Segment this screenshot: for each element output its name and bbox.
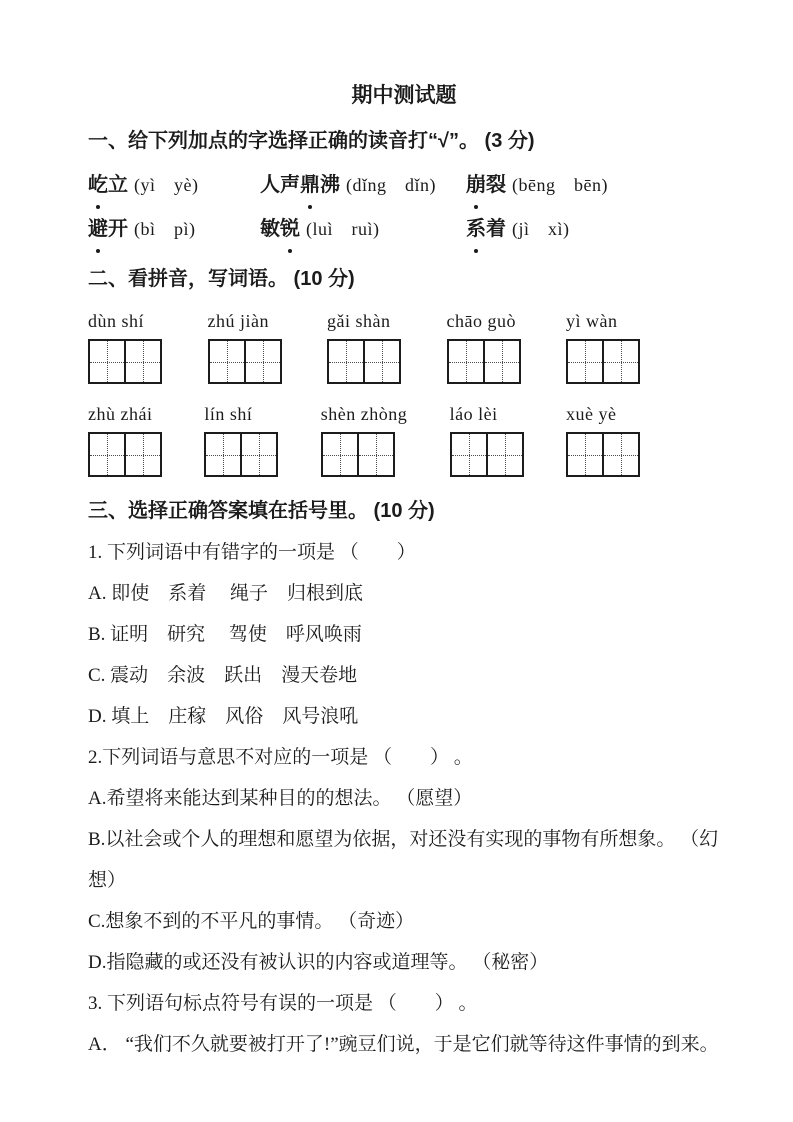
page-title: 期中测试题	[351, 84, 457, 107]
writing-grid	[447, 339, 521, 384]
question-1-option-c: C. 震动 余波 跃出 漫天卷地	[88, 665, 358, 686]
pronunciation-item	[260, 208, 466, 252]
writing-grid	[450, 432, 524, 477]
grid-cell	[363, 341, 399, 382]
pinyin-word-column	[327, 310, 401, 387]
writing-grid	[327, 339, 401, 384]
question-2: 2.下列词语与意思不对应的一项是 （ ） 。	[88, 747, 473, 768]
question-2-option-a: A.希望将来能达到某种目的的想法。 （愿望）	[88, 788, 473, 809]
pinyin-choices: (jì xì)	[512, 219, 570, 239]
writing-grid	[321, 432, 395, 477]
section3-questions	[88, 532, 730, 1065]
pinyin-grid-row-2	[88, 403, 640, 480]
emphasized-char: 避	[88, 208, 108, 250]
question-1-option-d: D. 填上 庄稼 风俗 风号浪吼	[88, 706, 359, 727]
writing-grid	[566, 432, 640, 477]
grid-cell	[602, 434, 638, 475]
writing-grid	[566, 339, 640, 384]
section1-word-list	[88, 164, 733, 252]
writing-grid	[88, 432, 162, 477]
pinyin-word-column	[88, 403, 162, 480]
pronunciation-item	[466, 208, 733, 252]
question-2-option-d: D.指隐藏的或还没有被认识的内容或道理等。 （秘密）	[88, 952, 549, 973]
writing-grid	[204, 432, 278, 477]
pinyin-choices: (yì yè)	[134, 175, 199, 195]
section1-heading: 一、给下列加点的字选择正确的读音打“√”。 (3 分)	[88, 130, 535, 152]
pinyin-label: dùn shí	[88, 311, 145, 331]
pinyin-label: xuè yè	[565, 404, 617, 424]
word-with-emphasis: 屹立	[88, 174, 128, 196]
word-with-emphasis: 系着	[466, 218, 506, 240]
grid-cell	[486, 434, 522, 475]
pronunciation-item	[88, 208, 260, 252]
grid-cell	[206, 434, 240, 475]
word-with-emphasis: 避开	[88, 218, 128, 240]
pinyin-choices: (dǐng dǐn)	[346, 175, 436, 195]
emphasized-char: 系	[466, 208, 486, 250]
pinyin-label: yì wàn	[566, 311, 618, 331]
grid-cell	[452, 434, 486, 475]
pinyin-word-column	[450, 403, 524, 480]
pinyin-label: chāo guò	[446, 311, 516, 331]
pinyin-word-column	[321, 403, 407, 480]
grid-cell	[244, 341, 280, 382]
writing-grid	[208, 339, 282, 384]
grid-cell	[323, 434, 357, 475]
pinyin-label: shèn zhòng	[320, 404, 408, 424]
pronunciation-item	[88, 164, 260, 208]
emphasized-char: 锐	[280, 208, 300, 250]
question-1-option-b: B. 证明 研究 驾使 呼风唤雨	[88, 624, 362, 645]
emphasized-char: 崩	[466, 164, 486, 206]
grid-cell	[449, 341, 483, 382]
pinyin-word-column	[208, 310, 282, 387]
word-with-emphasis: 敏锐	[260, 218, 300, 240]
emphasized-char: 屹	[88, 164, 108, 206]
question-2-option-c: C.想象不到的不平凡的事情。 （奇迹）	[88, 911, 415, 932]
grid-cell	[90, 434, 124, 475]
question-2-option-b: B.以社会或个人的理想和愿望为依据，对还没有实现的事物有所想象。 （幻想）	[88, 829, 719, 891]
grid-cell	[357, 434, 393, 475]
grid-cell	[210, 341, 244, 382]
pinyin-label: gǎi shàn	[327, 311, 391, 331]
writing-grid	[88, 339, 162, 384]
question-1-option-a: A. 即使 系着 绳子 归根到底	[88, 583, 363, 604]
grid-cell	[240, 434, 276, 475]
pinyin-word-column	[204, 403, 278, 480]
pinyin-label: láo lèi	[449, 404, 498, 424]
grid-cell	[90, 341, 124, 382]
word-with-emphasis: 崩裂	[466, 174, 506, 196]
pronunciation-item	[466, 164, 733, 208]
grid-cell	[568, 434, 602, 475]
grid-cell	[124, 341, 160, 382]
pinyin-choices: (luì ruì)	[306, 219, 380, 239]
section3-heading: 三、选择正确答案填在括号里。 (10 分)	[88, 500, 435, 522]
pinyin-choices: (bēng bēn)	[512, 175, 608, 195]
pinyin-word-column	[566, 310, 640, 387]
pinyin-word-column	[566, 403, 640, 480]
question-3-option-a: A． “我们不久就要被打开了!”豌豆们说，于是它们就等待这件事情的到来。	[88, 1034, 719, 1055]
pinyin-word-column	[447, 310, 521, 387]
word-with-emphasis: 人声鼎沸	[260, 174, 340, 196]
pinyin-choices: (bì pì)	[134, 219, 196, 239]
grid-cell	[124, 434, 160, 475]
section2-heading: 二、看拼音，写词语。 (10 分)	[88, 268, 355, 290]
grid-cell	[329, 341, 363, 382]
pronunciation-item	[260, 164, 466, 208]
question-1: 1. 下列词语中有错字的一项是 （ ）	[88, 542, 416, 563]
pinyin-label: lín shí	[204, 404, 253, 424]
question-3: 3. 下列语句标点符号有误的一项是 （ ） 。	[88, 993, 478, 1014]
pinyin-label: zhú jiàn	[207, 311, 269, 331]
pinyin-grid-row-1	[88, 310, 640, 387]
grid-cell	[602, 341, 638, 382]
grid-cell	[568, 341, 602, 382]
pinyin-label: zhù zhái	[88, 404, 153, 424]
emphasized-char: 鼎	[300, 164, 320, 206]
grid-cell	[483, 341, 519, 382]
pinyin-word-column	[88, 310, 162, 387]
